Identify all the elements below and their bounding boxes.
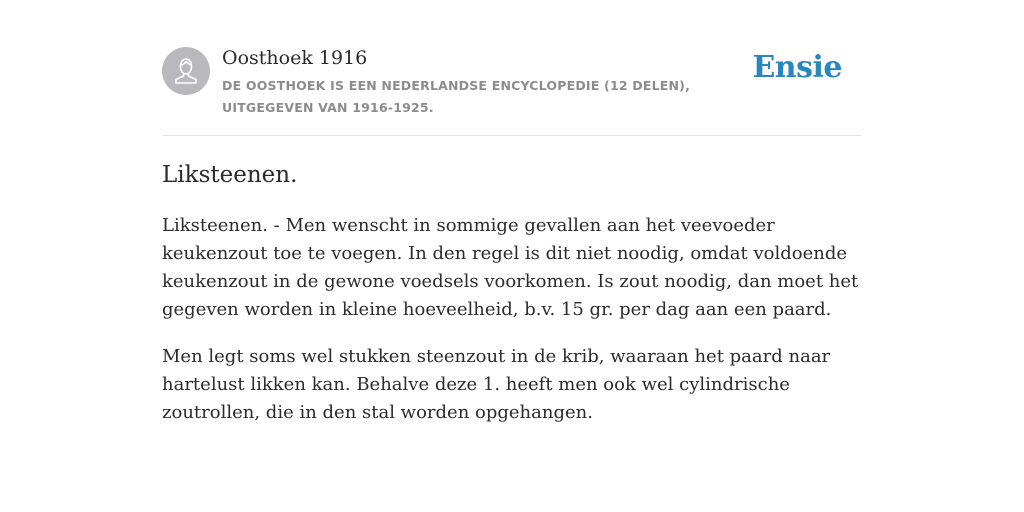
entry-body (162, 212, 862, 427)
source-description: DE OOSTHOEK IS EEN NEDERLANDSE ENCYCLOPEDIE (12 DELEN), UITGEGEVEN VAN 1916-1925. (222, 78, 691, 115)
user-silhouette-icon (162, 47, 210, 95)
brand-logo[interactable]: Ensie (752, 50, 842, 85)
source-title[interactable]: Oosthoek 1916 (222, 47, 368, 69)
entry-title: Liksteenen. (162, 162, 298, 188)
source-info (222, 46, 762, 119)
source-header (162, 0, 862, 136)
page (162, 0, 862, 446)
entry-paragraph: Men legt soms wel stukken steenzout in de krib, waaraan het paard naar hartelust likken kan. Behalve deze 1. heeft men ook wel cylindrische zoutrollen, die in den stal worden opgehangen. (162, 346, 831, 423)
source-avatar[interactable] (162, 47, 210, 95)
entry-paragraph: Liksteenen. - Men wenscht in sommige gevallen aan het veevoeder keukenzout toe te voegen. In den regel is dit niet noodig, omdat voldoende keukenzout in de gewone voedsels voorkomen. Is zout noodig, dan moet het gegeven worden in kleine hoeveelheid, b.v. 15 gr. per dag aan een paard. (162, 215, 859, 320)
